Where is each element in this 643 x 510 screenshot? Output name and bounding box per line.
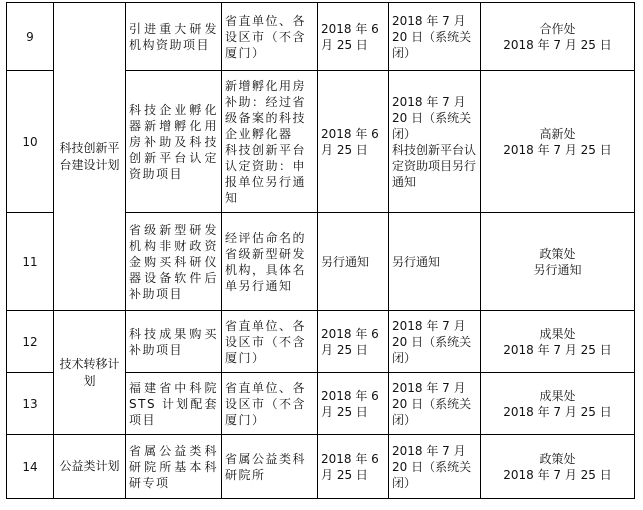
responsible-dept: 成果处 2018 年 7 月 25 日: [481, 373, 635, 435]
applicant-units: 省直单位、各设区市（不含厦门）: [222, 3, 318, 71]
start-date: 2018 年 6 月 25 日: [318, 71, 389, 213]
project-name: 科技企业孵化器新增孵化用房补助及科技创新平台认定资助项目: [126, 71, 222, 213]
start-date: 2018 年 6 月 25 日: [318, 435, 389, 499]
project-name: 引进重大研发机构资助项目: [126, 3, 222, 71]
applicant-units: 省直单位、各设区市（不含厦门）: [222, 311, 318, 373]
end-date: 2018 年 7 月 20 日（系统关闭）: [389, 373, 481, 435]
plan-category-label: 公益类计划: [59, 459, 120, 473]
applicant-units: 省属公益类科研院所: [222, 435, 318, 499]
responsible-dept: 合作处 2018 年 7 月 25 日: [481, 3, 635, 71]
start-date: 2018 年 6 月 25 日: [318, 311, 389, 373]
row-number: 14: [7, 435, 54, 499]
start-date: 另行通知: [318, 213, 389, 311]
plan-category: [54, 435, 126, 499]
plan-category: [54, 3, 126, 311]
start-date: 2018 年 6 月 25 日: [318, 3, 389, 71]
applicant-units: 经评估命名的省级新型研发机构，具体名单另行通知: [222, 213, 318, 311]
row-number: 9: [7, 3, 54, 71]
applicant-units: 省直单位、各设区市（不含厦门）: [222, 373, 318, 435]
plan-category-label: 技术转移计划: [59, 356, 120, 388]
end-date: 2018 年 7 月 20 日（系统关闭）: [389, 435, 481, 499]
end-date: 2018 年 7 月 20 日（系统关闭） 科技创新平台认定资助项目另行通知: [389, 71, 481, 213]
applicant-units: 新增孵化用房补助：经过省级备案的科技企业孵化器 科技创新平台认定资助：申报单位另行通知: [222, 71, 318, 213]
start-date: 2018 年 6 月 25 日: [318, 373, 389, 435]
project-name: 科技成果购买补助项目: [126, 311, 222, 373]
row-number: 11: [7, 213, 54, 311]
plan-category: [54, 311, 126, 435]
project-schedule-table: [6, 2, 635, 499]
table-row: [7, 3, 635, 71]
responsible-dept: 高新处 2018 年 7 月 25 日: [481, 71, 635, 213]
row-number: 13: [7, 373, 54, 435]
end-date: 2018 年 7 月 20 日（系统关闭）: [389, 311, 481, 373]
end-date: 2018 年 7 月 20 日（系统关闭）: [389, 3, 481, 71]
row-number: 10: [7, 71, 54, 213]
document-page: [6, 2, 635, 499]
project-name: 省属公益类科研院所基本科研专项: [126, 435, 222, 499]
table-row: [7, 311, 635, 373]
end-date: 另行通知: [389, 213, 481, 311]
project-name: 省级新型研发机构非财政资金购买科研仪器设备软件后补助项目: [126, 213, 222, 311]
plan-category-label: 科技创新平台建设计划: [59, 140, 120, 172]
table-row: [7, 435, 635, 499]
row-number: 12: [7, 311, 54, 373]
responsible-dept: 政策处 另行通知: [481, 213, 635, 311]
responsible-dept: 成果处 2018 年 7 月 25 日: [481, 311, 635, 373]
project-name: 福建省中科院 STS 计划配套项目: [126, 373, 222, 435]
responsible-dept: 政策处 2018 年 7 月 25 日: [481, 435, 635, 499]
